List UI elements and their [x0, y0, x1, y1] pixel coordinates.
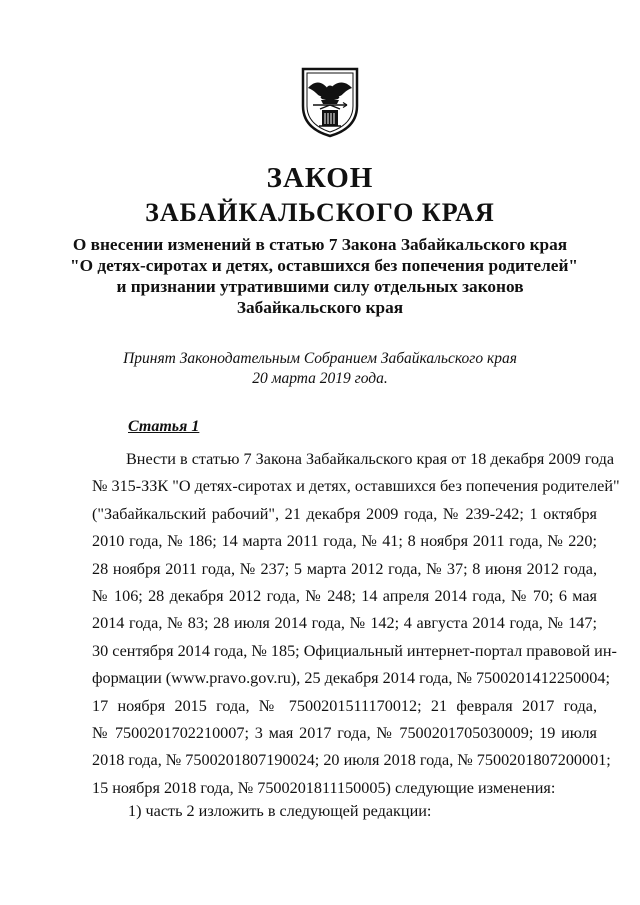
- paragraph-line: № 7500201702210007; 3 мая 2017 года, № 7500201705030009; 19 июля: [92, 723, 597, 742]
- paragraph-line: 17 ноября 2015 года, № 7500201511170012; 21 февраля 2017 года,: [92, 696, 597, 715]
- document-subtitle: [70, 234, 578, 318]
- subtitle-line: "О детях-сиротах и детях, оставшихся без попечения родителей": [70, 256, 578, 275]
- paragraph-line: 30 сентября 2014 года, № 185; Официальный интернет-портал правовой ин-: [92, 641, 617, 660]
- subtitle-line: Забайкальского края: [236, 298, 404, 317]
- paragraph-line: 2018 года, № 7500201807190024; 20 июля 2018 года, № 7500201807200001;: [92, 751, 611, 770]
- article-paragraph: [92, 446, 620, 802]
- paragraph-line: Внести в статью 7 Закона Забайкальского края от 18 декабря 2009 года: [126, 450, 615, 468]
- list-item: 1) часть 2 изложить в следующей редакции:: [128, 802, 432, 820]
- paragraph-line: 15 ноября 2018 года, № 7500201811150005) следующие изменения:: [92, 778, 556, 797]
- subtitle-line: и признании утратившими силу отдельных законов: [116, 277, 524, 296]
- paragraph-line: № 315-ЗЗК "О детях-сиротах и детях, оставшихся без попечения родителей": [92, 477, 620, 496]
- paragraph-line: 28 ноября 2011 года, № 237; 5 марта 2012 года, № 37; 8 июня 2012 года,: [92, 559, 597, 578]
- document-title-region: ЗАБАЙКАЛЬСКОГО КРАЯ: [145, 198, 495, 227]
- subtitle-line: О внесении изменений в статью 7 Закона Забайкальского края: [72, 235, 568, 254]
- coat-of-arms-icon: [300, 66, 360, 138]
- adoption-note: [70, 349, 570, 389]
- adoption-date: 20 марта 2019 года.: [252, 370, 388, 387]
- adoption-line: Принят Законодательным Собранием Забайкальского края: [123, 350, 517, 367]
- article-heading: Статья 1: [128, 418, 200, 435]
- document-title-law: ЗАКОН: [266, 162, 374, 194]
- paragraph-line: ("Забайкальский рабочий", 21 декабря 2009 года, № 239-242; 1 октября: [92, 504, 597, 523]
- paragraph-line: формации (www.pravo.gov.ru), 25 декабря 2014 года, № 7500201412250004;: [92, 669, 610, 688]
- paragraph-line: 2010 года, № 186; 14 марта 2011 года, № 41; 8 ноября 2011 года, № 220;: [92, 532, 597, 551]
- paragraph-line: 2014 года, № 83; 28 июля 2014 года, № 142; 4 августа 2014 года, № 147;: [92, 614, 597, 633]
- paragraph-line: № 106; 28 декабря 2012 года, № 248; 14 апреля 2014 года, № 70; 6 мая: [92, 586, 597, 605]
